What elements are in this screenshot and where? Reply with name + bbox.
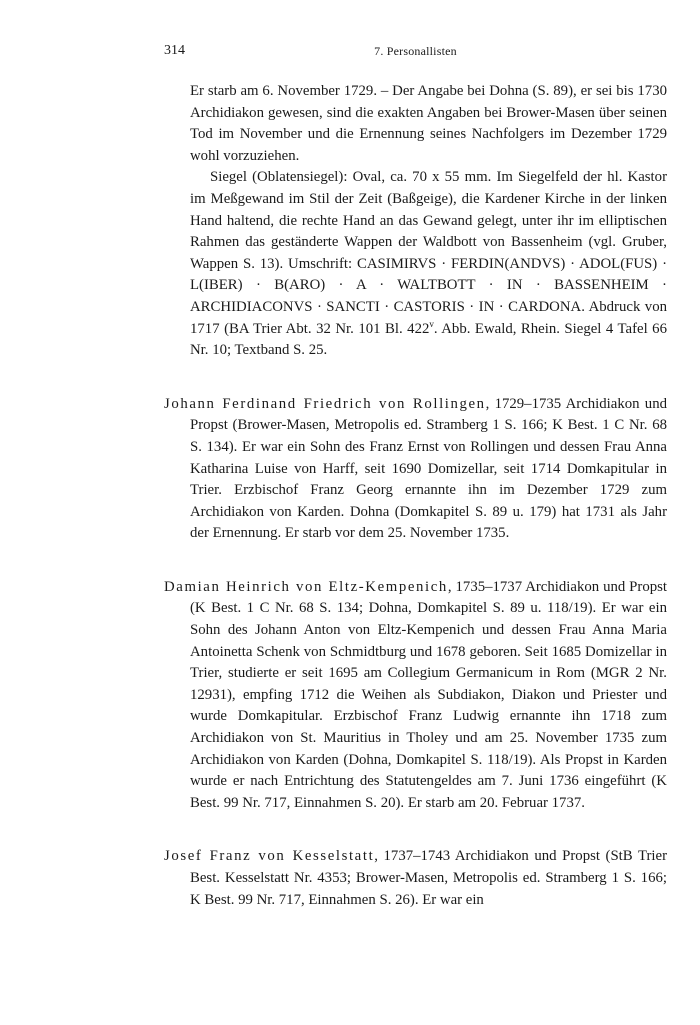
entry-name: Damian Heinrich von Eltz-Kempenich [164, 578, 448, 595]
entry-text: , 1737–1743 Archidiakon und Propst (StB Trier Best. Kesselstatt Nr. 4353; Brower-Masen, Metropolis ed. Stramberg 1 S. 166; K Best. 99 Nr. 717, Einnahmen S. 26). Er war ein [190, 848, 667, 908]
entry-eltz-kempenich [164, 577, 668, 815]
page-number: 314 [164, 43, 185, 58]
running-head [164, 40, 667, 62]
entry-kesselstatt [164, 846, 667, 911]
seal-paragraph [190, 167, 667, 361]
entry-text: , 1735–1737 Archidiakon und Propst (K Best. 1 C Nr. 68 S. 134; Dohna, Domkapitel S. 89 u. 118/19). Er war ein Sohn des Johann Anton von Eltz-Kempenich und dessen Frau Anna Maria Antoinetta Schenk von Schmidtburg und 1678 geboren. Seit 1685 Domizellar in Trier, studierte er seit 1695 am Collegium Germanicum in Rom (MGR 2 Nr. 12931), empfing 1712 die Weihen als Subdiakon, Diakon und Priester und wurde Domkapitular. Erzbischof Franz Ludwig ernannte ihn 1718 zum Archidiakon von St. Mauritius in Tholey und am 25. November 1735 zum Archidiakon von Karden (Dohna, Domkapitel S. 118/19). Als Propst in Karden wurde er nach Entrichtung des Statutengeldes am 7. Juni 1736 eingeführt (K Best. 99 Nr. 717, Einnahmen S. 20). Er starb am 20. Februar 1737. [190, 578, 668, 811]
seal-text-end: . Abb. Ewald, Rhein. Siegel 4 Tafel 66 Nr. 10; Textband S. 25. [190, 320, 667, 359]
seal-text: Siegel (Oblatensiegel): Oval, ca. 70 x 55 mm. Im Siegelfeld der hl. Kastor im Meßgewand im Stil der Zeit (Baßgeige), die Kardener Kirche in der linken Hand haltend, die rechte Hand an das Gewand gelegt, unter ihr im elliptischen Rahmen das geständerte Wappen der Waldbott von Bassenheim (vgl. Gruber, Wappen S. 13). Umschrift: CASIMIRVS · FERDIN(ANDVS) · ADOL(FUS) · L(IBER) · B(ARO) · A · WALTBOTT · IN · BASSENHEIM · ARCHIDIACONVS · SANCTI · CASTORIS · IN · CARDONA. Abdruck von 1717 (BA Trier Abt. 32 Nr. 101 Bl. 422 [190, 169, 667, 337]
entry-name: Johann Ferdinand Friedrich von Rollingen [164, 395, 486, 412]
page-body [164, 81, 667, 911]
entry-text: , 1729–1735 Archidiakon und Propst (Brower-Masen, Metropolis ed. Stramberg 1 S. 166; K Best. 1 C Nr. 68 S. 134). Er war ein Sohn des Franz Ernst von Rollingen und dessen Frau Anna Katharina Luise von Harff, seit 1690 Domizellar, seit 1714 Domkapitular in Trier. Erzbischof Franz Georg ernannte ihn im Dezember 1729 zum Archidiakon von Karden. Dohna (Domkapitel S. 89 u. 179) hat 1731 als Jahr der Ernennung. Er starb vor dem 25. November 1735. [190, 395, 667, 542]
running-title: 7. Personallisten [374, 44, 457, 58]
book-page [164, 40, 667, 911]
entry-name: Josef Franz von Kesselstatt [164, 848, 375, 865]
entry-rollingen [164, 394, 667, 545]
seal-superscript: v [429, 318, 434, 329]
continuation-paragraph: Er starb am 6. November 1729. – Der Angabe bei Dohna (S. 89), er sei bis 1730 Archidiakon gewesen, sind die exakten Angaben bei Brower-Masen über seinen Tod im November und die Ernennung seines Nachfolgers im Dezember 1729 wohl vorzuziehen. [190, 83, 667, 164]
